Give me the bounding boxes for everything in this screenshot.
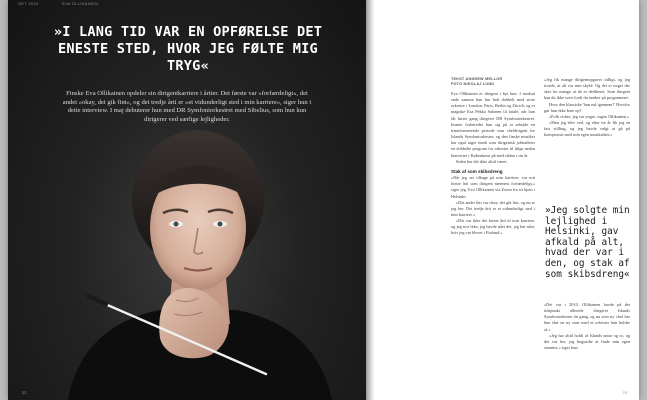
paragraph: »Det andet årti var okay, det gik fint, og nu er jeg her. Det tredje årti er et vidunderligt sted i min karriere.« xyxy=(451,199,535,217)
paragraph: »Når jeg ser tilbage på min karriere, var mit første årti som dirigent nærmest forfærdeligt,« siger jeg. Eva Ollikainen via Zoom fra sit hjem i Helsinki. xyxy=(451,175,535,199)
paragraph: »Jeg fik mange dirigentopgaver tidligt, og jeg troede, at alt var min skyld. Og det er noget der sker for mange, at de er dedikeret. Som dirigent kan du ikke sove fordi du tænker på programmet. xyxy=(544,77,630,101)
running-head-section: EVA OLLIKAINEN xyxy=(61,1,99,6)
credit-text: TEKST ANDREW MELLOR xyxy=(451,77,503,81)
paragraph: »Jeg har altid holdt af Islands natur og ro, og det var her, jeg begyndte at finde min egen stemme,« siger hun. xyxy=(544,332,630,351)
article-headline: »I LANG TID VAR EN OPFØRELSE DET ENESTE STED, HVOR JEG FØLTE MIG TRYG« xyxy=(53,24,323,74)
paragraph: »Folk vidste, jeg var yngre, ingen Ollikainen.« xyxy=(549,113,630,119)
body-column-2-continued xyxy=(544,302,630,351)
paragraph: »Det var ikke det første årti af min karriere, og jeg tror ikke, jeg havde nået det, jeg har nået, hvis jeg var blevet i Finland.« xyxy=(451,218,535,236)
body-column-1 xyxy=(451,91,535,237)
paragraph: »Det var i 2010. Ollikainen havde på det tidspunkt allerede dirigeret Islands Symfoniorkester én gang, og nu som ny chef har hun fået en ny start med et orkester hun holder af.« xyxy=(544,302,630,332)
page-number-right: 23 xyxy=(622,390,627,395)
section-subhead: Stak af som skibsdreng xyxy=(451,168,503,174)
running-head-date: OKT 2020 xyxy=(18,1,39,6)
body-column-2 xyxy=(544,77,630,139)
paragraph: Siden har det ikke altid været. xyxy=(456,158,508,164)
running-head xyxy=(18,1,120,6)
left-page xyxy=(8,0,366,400)
paragraph: Hvor den klassiske 'hun må igennem?' Hvorfor gør hun ikke bare op? xyxy=(544,101,630,113)
paragraph: Eva Ollikainen er dirigent i byt kun. I modsat ende samme hun har haft dobbelt med store orkestre i London, Paris, Berlin og Zürich, og er magiske Esa Pekka Salonen til fatale, når hun får første gang dirigerer DR Symfoniorkestret. Immer forbereder hun sig på at arbejde en transformerende periode som chefdirigent for Islands Symfoniorkester, og den finske musiker har også taget rundt som dirigentsk jobbatleter en dobbelte program for orkester til følge neden koncerter i København på med sådan i sin år. xyxy=(451,91,535,158)
magazine-spread xyxy=(8,0,639,400)
article-intro: Finske Eva Ollikainen opdeler sin dirigentkarriere i årtier. Det første var »forfærdeligt«, det andet »okay, det gik fint«, og det tredje årti er »et vidunderligt sted i min karriere«, siger hun i dette interview. I maj debuterer hun med DR Symfoniorkestret med Sibelius, som hun kun dirigerer ved særlige lejligheder. xyxy=(62,90,312,123)
page-number-left: 22 xyxy=(22,390,27,395)
portrait-photo xyxy=(48,128,348,400)
pull-quote: »Jeg solgte min lejlighed i Helsinki, gav afkald på alt, hvad der var i den, og stak af som skibsdreng« xyxy=(545,205,630,280)
right-page xyxy=(374,0,639,400)
paragraph: »Men jeg blev ved, og efter tre år fik jeg en fast stilling, og jeg havde valgt at gå på kompromis med min egen musikalitet.« xyxy=(544,120,630,138)
credit-photo: FOTO NIKOLAJ LUND xyxy=(451,82,495,86)
article-credits xyxy=(451,77,502,87)
